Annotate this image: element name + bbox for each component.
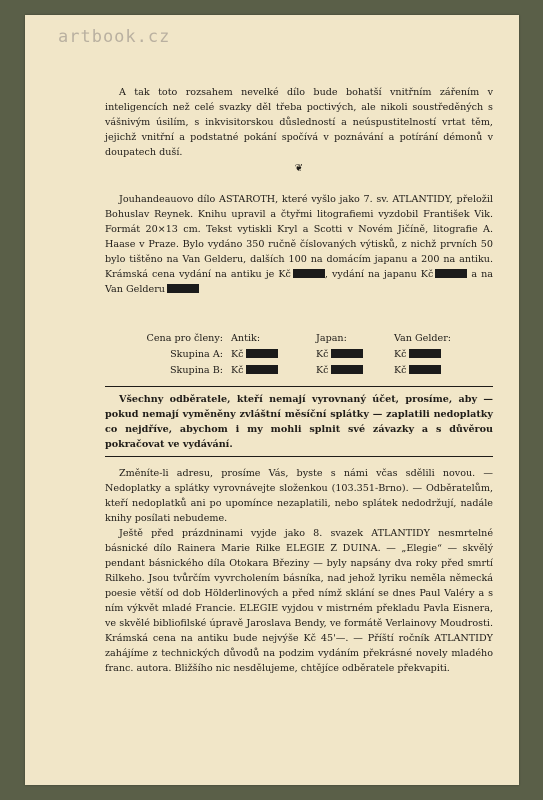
paragraph-4: Ještě před prázdninami vyjde jako 8. svazek ATLANTIDY nesmrtelné básnické dílo Rainera Marie Rilke ELEGIE Z DUINA. — „Elegie“ — skvělý pendant básnického díla Otokara Březiny — byly napsány dva roky před smrtí Rilkeho. Jsou tvůrčím vyvrcholením básníka, nad jehož lyriku neměla německá poesie větší od dob Hölderlinových a před nímž sklání se dnes Paul Valéry a s ním výkvět mladé Francie. ELEGIE vyjdou v mistrném překladu Pavla Eisnera, ve skvělé bibliofilské úpravě Jaroslava Bendy, ve formátě Verlainovy Moudrosti. Krámská cena na antiku bude nejvýše Kč 45'—. — Příští ročník ATLANTIDY zahájíme z technických důvodů na podzim vydáním překrásné novely mladého franc. autora. Bližšího nic nesdělujeme, chtějíce odběratele překvapiti. [105, 528, 493, 674]
paragraph-3: Změníte-li adresu, prosíme Vás, byste s námi včas sdělili novou. — Nedoplatky a splátky vyrovnávejte složenkou (103.351-Brno). — Odběratelům, kteří nedoplatků ani po upomínce nezaplatili, nebo splátek nedodržují, nadále knihy posílati nebudeme. [105, 468, 493, 524]
currency: Kč [394, 348, 407, 360]
intro-paragraph-block [105, 85, 493, 176]
redacted-price [293, 269, 325, 278]
paragraph-2: Jouhandeauovo dílo ASTAROTH, které vyšlo jako 7. sv. ATLANTIDY, přeložil Bohuslav Reynek. Knihu upravil a čtyřmi litografiemi vyzdobil František Vik. Formát 20×13 cm. Tekst vytiskli Kryl a Scotti v Novém Jičíně, litografie A. Haase v Praze. Bylo vydáno 350 ručně číslovaných výtisků, z nichž prvních 50 bylo tištěno na Van Gelderu, dalších 100 na domácím japanu a 200 na antiku. Krámská cena vydání na antiku je Kč [105, 194, 493, 280]
table-row [123, 346, 484, 362]
price-table-header [123, 330, 484, 346]
divider [105, 456, 493, 457]
redacted-price [167, 284, 199, 293]
payment-notice [105, 392, 493, 452]
paragraph-1: A tak toto rozsahem nevelké dílo bude bohatší vnitřním zářením v inteligencích než celé svazky děl třeba poctivých, ale nikoli soustředěných s vášnivým úsilím, s inkvisitorskou důsledností a neúspustitelností vrtat těm, jejichž vnitřní a podstatné pokání spočívá v poznávání a potírání démonů v doupatech duší. [105, 87, 493, 158]
ornament-icon: ❦ [294, 163, 304, 174]
closing-paragraphs [105, 466, 493, 676]
header-label: Cena pro členy: [146, 332, 223, 344]
currency: Kč [316, 348, 329, 360]
currency: Kč [316, 364, 329, 376]
header-antik: Antik: [231, 332, 261, 344]
redacted-price [435, 269, 467, 278]
paragraph-2-b: vydání na japanu Kč [332, 269, 434, 280]
edition-paragraph: Jouhandeauovo dílo ASTAROTH, které vyšlo jako 7. sv. ATLANTIDY, přeložil Bohuslav Reynek. Knihu upravil a čtyřmi litografiemi vyzdobil František Vik. Formát 20×13 cm. Tekst vytiskli Kryl a Scotti v Novém Jičíně, litografie A. Haase v Praze. Bylo vydáno 350 ručně číslovaných výtisků, z nichž prvních 50 bylo tištěno na Van Gelderu, dalších 100 na domácím japanu a 200 na antiku. Krámská cena vydání na antiku je Kč , vydání na japanu Kč a na Van Gelderu [105, 194, 493, 295]
paragraph-2-c: a na Van Gelderu [105, 269, 493, 295]
group-label: Skupina A: [170, 348, 223, 360]
header-japan: Japan: [316, 332, 347, 344]
document-page [25, 15, 519, 785]
currency: Kč [394, 364, 407, 376]
currency: Kč [231, 348, 244, 360]
price-table [123, 330, 484, 378]
header-van-gelder: Van Gelder: [394, 332, 452, 344]
group-label: Skupina B: [169, 364, 223, 376]
divider [105, 386, 493, 387]
table-row [123, 362, 484, 378]
payment-notice-text: Všechny odběratele, kteří nemají vyrovnaný účet, prosíme, aby — pokud nemají vyměněny zvláštní měsíční splátky — zaplatili nedoplatky co nejdříve, abychom i my mohli splnit své závazky a s důvěrou pokračovat ve vydávání. [105, 394, 493, 450]
watermark: artbook.cz [58, 27, 171, 47]
currency: Kč [231, 364, 244, 376]
